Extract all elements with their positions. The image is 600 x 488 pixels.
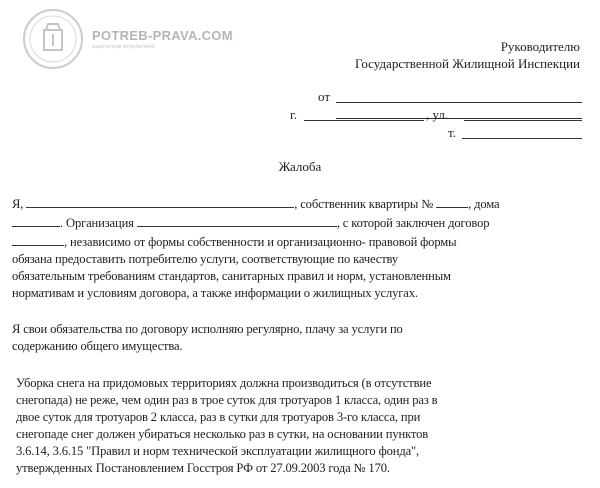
p1-l1-text-c: , дома [468, 197, 500, 211]
paragraph-2 [12, 321, 590, 355]
p1-l3-text: , независимо от формы собственности и организационно- правовой формы [64, 235, 457, 249]
p1-l1-text-a: Я, [12, 197, 24, 211]
from-label: от [318, 89, 331, 104]
p1-l2-text-a: . Организация [60, 216, 134, 230]
p3-line-5: 3.6.14, 3.6.15 "Правил и норм технической эксплуатации жилищного фонда", [16, 444, 420, 458]
p2-line-2: содержанию общего имущества. [12, 339, 183, 353]
p3-line-4: снегопаде снег должен убираться несколько раз в сутки, на основании пунктов [16, 427, 429, 441]
p1-line-6: нормативам и условиям договора, а также информации о жилищных услугах. [12, 286, 418, 300]
apartment-blank [436, 194, 468, 208]
paragraph-3 [16, 375, 594, 477]
watermark [22, 8, 233, 70]
city-blank [304, 107, 424, 121]
document-title: Жалоба [278, 159, 322, 174]
p3-line-1: Уборка снега на придомовых территориях должна производиться (в отсутствие [16, 376, 432, 390]
p1-l1-text-b: , собственник квартиры № [294, 197, 434, 211]
name-blank [26, 194, 294, 208]
organization-blank [137, 213, 337, 227]
addressee-block [355, 38, 580, 72]
city-label: г. [290, 107, 298, 122]
street-label: , ул. [426, 107, 449, 122]
phone-label: т. [448, 125, 456, 140]
p1-line-1 [12, 194, 590, 213]
addressee-line-2: Государственной Жилищной Инспекции [354, 56, 580, 71]
p1-line-4: обязана предоставить потребителю услуги, соответствующие по качеству [12, 252, 399, 266]
p1-line-3 [12, 232, 590, 251]
p3-line-6: утвержденных Постановлением Госстроя РФ от 27.09.2003 года № 170. [16, 461, 390, 475]
p1-l2-text-b: , с которой заключен договор [336, 216, 490, 230]
addressee-line-1: Руководителю [500, 39, 580, 54]
site-logo-icon [22, 8, 84, 70]
watermark-site: POTREB-PRAVA.COM [92, 28, 233, 43]
p2-line-1: Я свои обязательства по договору исполняю регулярно, плачу за услуги по [12, 322, 403, 336]
phone-blank [462, 125, 582, 139]
from-blank [336, 89, 582, 103]
p1-line-5: обязательным требованиям стандартов, санитарных правил и норм, установленным [12, 269, 451, 283]
paragraph-1 [12, 194, 590, 302]
street-blank [464, 107, 582, 121]
watermark-tagline: защита прав потребителей [92, 44, 155, 50]
house-blank [12, 213, 60, 227]
p3-line-3: двое суток для тротуаров 2 класса, раз в сутки для тротуаров 3-го класса, при [16, 410, 421, 424]
contract-blank [12, 232, 64, 246]
p1-line-2 [12, 213, 590, 232]
p3-line-2: снегопада) не реже, чем один раз в трое суток для тротуаров 1 класса, один раз в [16, 393, 438, 407]
